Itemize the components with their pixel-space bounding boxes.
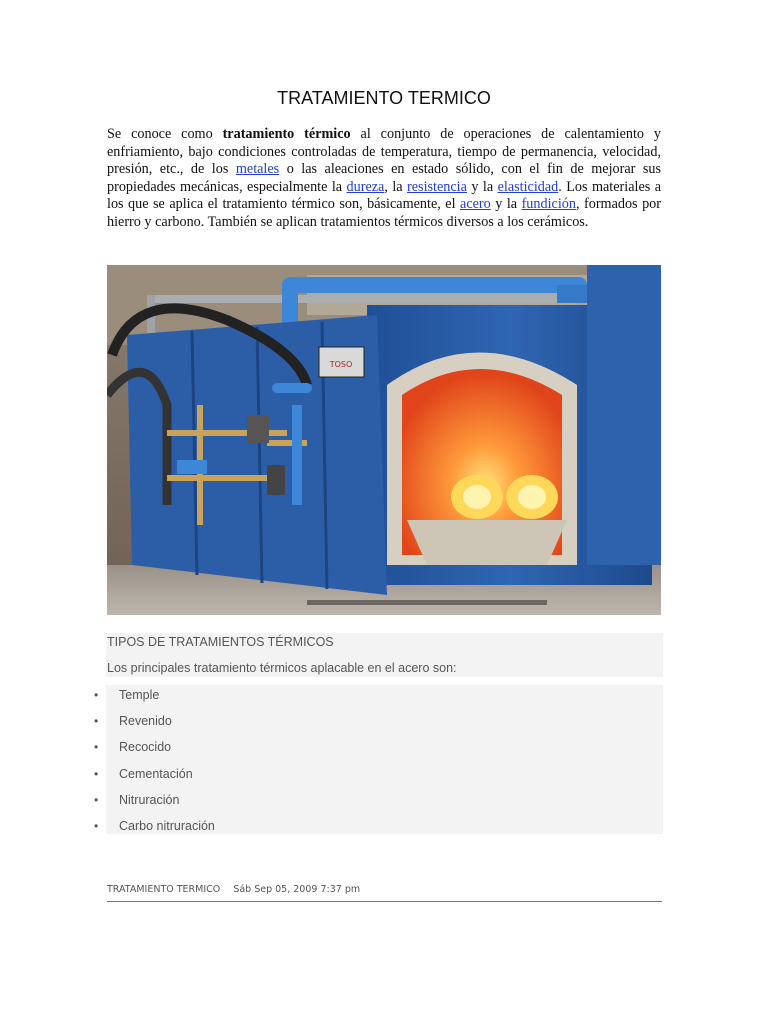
link-metales[interactable]: metales <box>235 161 280 178</box>
footer-date: Sáb Sep 05, 2009 7:37 pm <box>233 884 361 895</box>
intro-paragraph: Se conoce como tratamiento térmico al conjunto de operaciones de calentamiento y enfriamiento, bajo condiciones controladas de temperatura, tiempo de permanencia, velocidad, presión, etc., de los metales o las aleaciones en estado sólido, con el fin de mejorar sus propiedades mecánicas, especialmente la dureza, la resistencia y la elasticidad. Los materiales a los que se aplica el tratamiento térmico son, básicamente, el acero y la fundición, formados por hierro y carbono. También se aplican tratamientos térmicos diversos a los cerámicos. <box>107 126 662 230</box>
treatment-types-list <box>0 686 768 843</box>
link-resistencia[interactable]: resistencia <box>407 178 467 195</box>
link-fundicion[interactable]: fundición <box>521 196 576 213</box>
section-heading: TIPOS DE TRATAMIENTOS TÉRMICOS <box>107 635 334 649</box>
bullet-icon: • <box>94 688 99 702</box>
footer-label: TRATAMIENTO TERMICO <box>107 884 221 895</box>
bold-term: tratamiento térmico <box>222 126 351 142</box>
list-item: • Recocido <box>94 740 172 755</box>
bullet-icon: • <box>94 818 99 833</box>
link-dureza[interactable]: dureza <box>346 178 385 195</box>
list-item: • Temple <box>94 688 160 702</box>
bullet-icon: • <box>94 714 99 729</box>
furnace-illustration <box>107 265 661 615</box>
section-subtitle: Los principales tratamiento térmicos aplacable en el acero son: <box>107 661 457 675</box>
list-item: • Revenido <box>94 714 172 729</box>
post-footer <box>107 884 662 902</box>
bullet-icon: • <box>94 766 99 781</box>
bullet-icon: • <box>94 792 99 807</box>
furnace-brand-label: TOSO <box>329 360 353 369</box>
link-acero[interactable]: acero <box>460 196 491 213</box>
list-item: • Cementación <box>94 766 193 781</box>
bullet-icon: • <box>94 740 99 755</box>
furnace-photo <box>107 265 661 615</box>
page-title: TRATAMIENTO TERMICO <box>277 88 491 108</box>
link-elasticidad[interactable]: elasticidad <box>497 178 559 195</box>
list-item: • Nitruración <box>94 792 180 807</box>
list-item: • Carbo nitruración <box>94 818 215 833</box>
